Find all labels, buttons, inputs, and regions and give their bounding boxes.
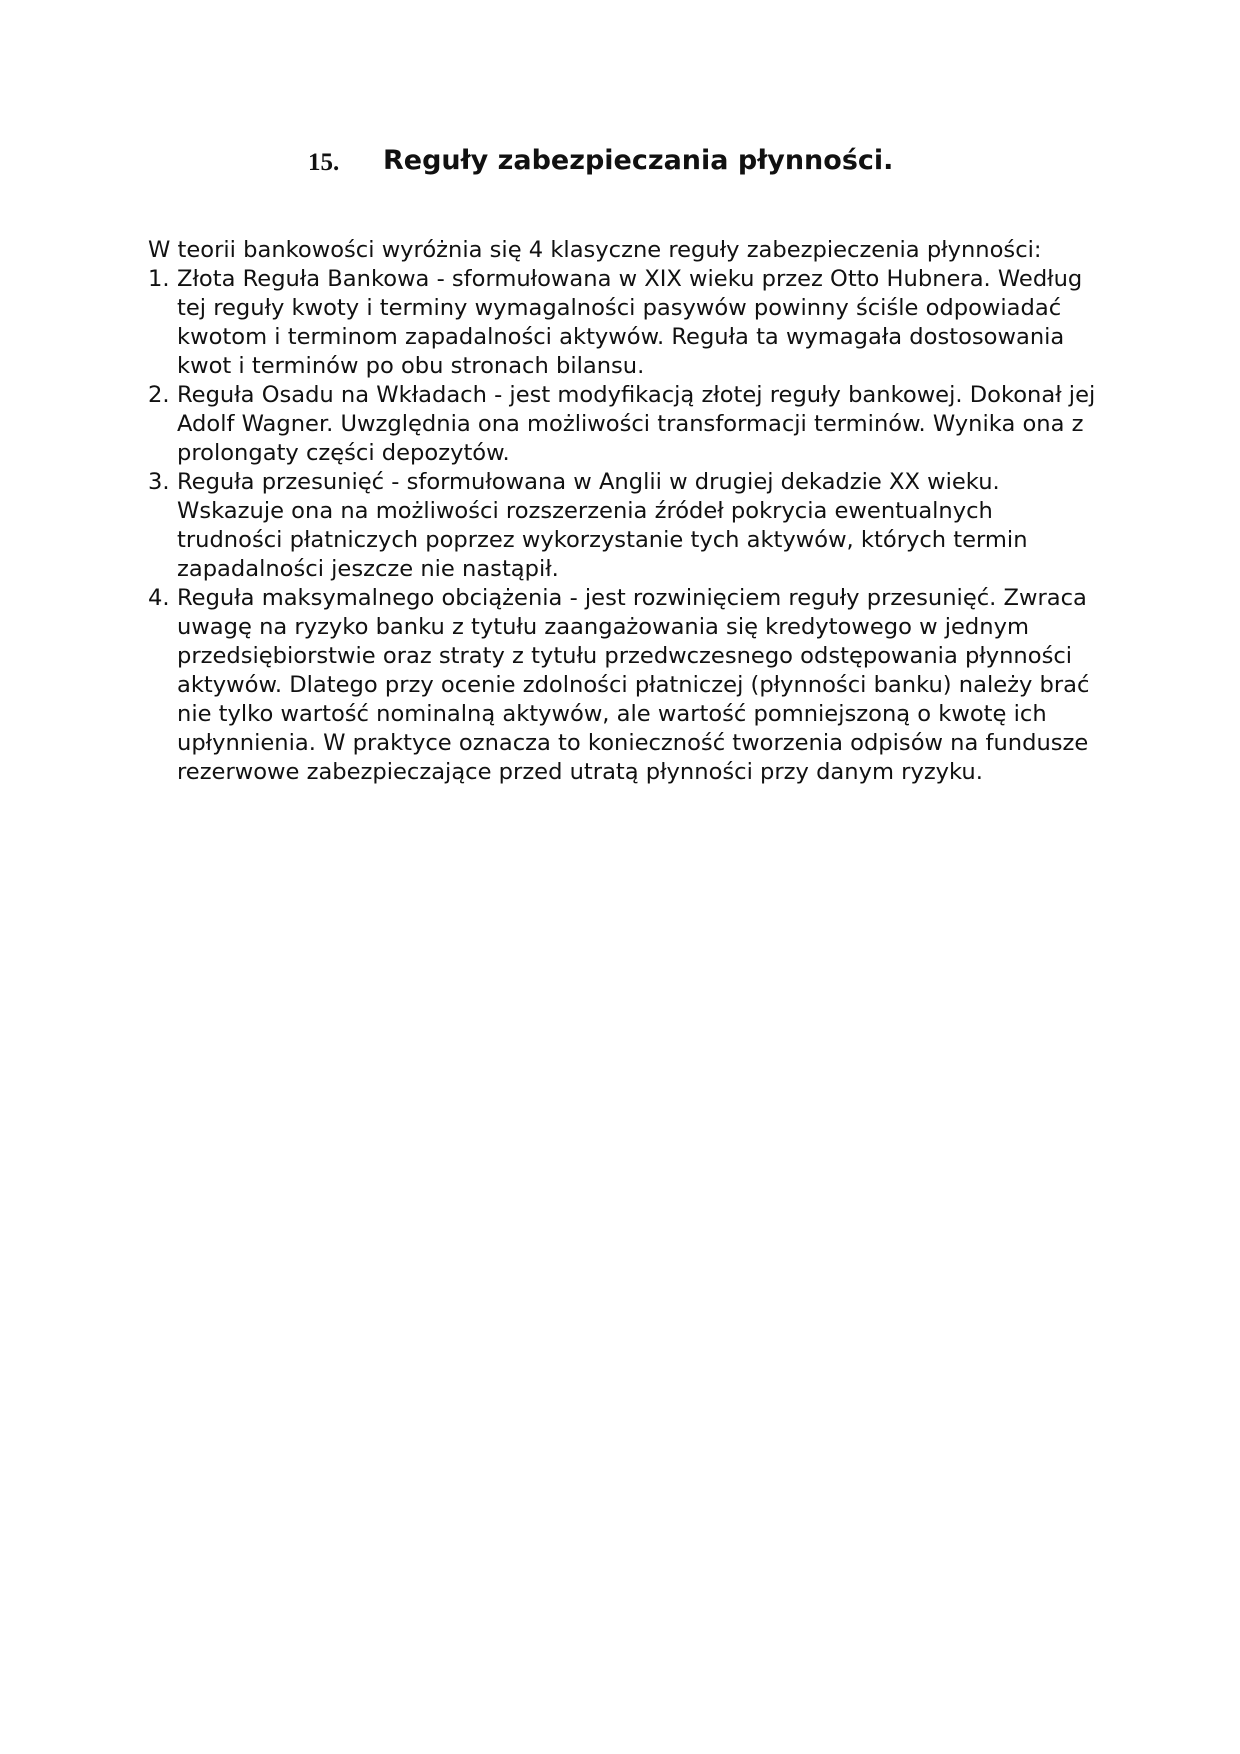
list-item: [148, 468, 1098, 584]
heading-number: 15.: [308, 149, 340, 176]
intro-paragraph: W teorii bankowości wyróżnia się 4 klasyczne reguły zabezpieczenia płynności:: [148, 237, 1042, 263]
rules-list: [148, 265, 1098, 787]
list-item-number: 1.: [148, 266, 170, 292]
list-item-text: Reguła przesunięć - sformułowana w Anglii w drugiej dekadzie XX wieku. Wskazuje ona na możliwości rozszerzenia źródeł pokrycia ewentualnych trudności płatniczych poprzez wykorzystanie tych aktywów, których termin zapadalności jeszcze nie nastąpił.: [177, 469, 1028, 582]
list-item-text: Złota Reguła Bankowa - sformułowana w XIX wieku przez Otto Hubnera. Według tej reguły kwoty i terminy wymagalności pasywów powinny ściśle odpowiadać kwotom i terminom zapadalności aktywów. Reguła ta wymagała dostosowania kwot i terminów po obu stronach bilansu.: [177, 266, 1083, 379]
list-item: [148, 381, 1098, 468]
list-item-number: 3.: [148, 469, 170, 495]
list-item-text: Reguła maksymalnego obciążenia - jest rozwinięciem reguły przesunięć. Zwraca uwagę na ryzyko banku z tytułu zaangażowania się kredytowego w jednym przedsiębiorstwie oraz straty z tytułu przedwczesnego odstępowania płynności aktywów. Dlatego przy ocenie zdolności płatniczej (płynności banku) należy brać nie tylko wartość nominalną aktywów, ale wartość pomniejszoną o kwotę ich upłynnienia. W praktyce oznacza to konieczność tworzenia odpisów na fundusze rezerwowe zabezpieczające przed utratą płynności przy danym ryzyku.: [177, 585, 1090, 785]
list-item-text: Reguła Osadu na Wkładach - jest modyfikacją złotej reguły bankowej. Dokonał jej Adolf Wagner. Uwzględnia ona możliwości transformacji terminów. Wynika ona z prolongaty części depozytów.: [177, 382, 1096, 466]
list-item: [148, 265, 1098, 381]
page-title: Reguły zabezpieczania płynności.: [383, 145, 894, 176]
list-item-number: 2.: [148, 382, 170, 408]
page-heading: [0, 145, 1240, 185]
list-item: [148, 584, 1098, 787]
list-item-number: 4.: [148, 585, 170, 611]
document-body: [148, 236, 1098, 787]
